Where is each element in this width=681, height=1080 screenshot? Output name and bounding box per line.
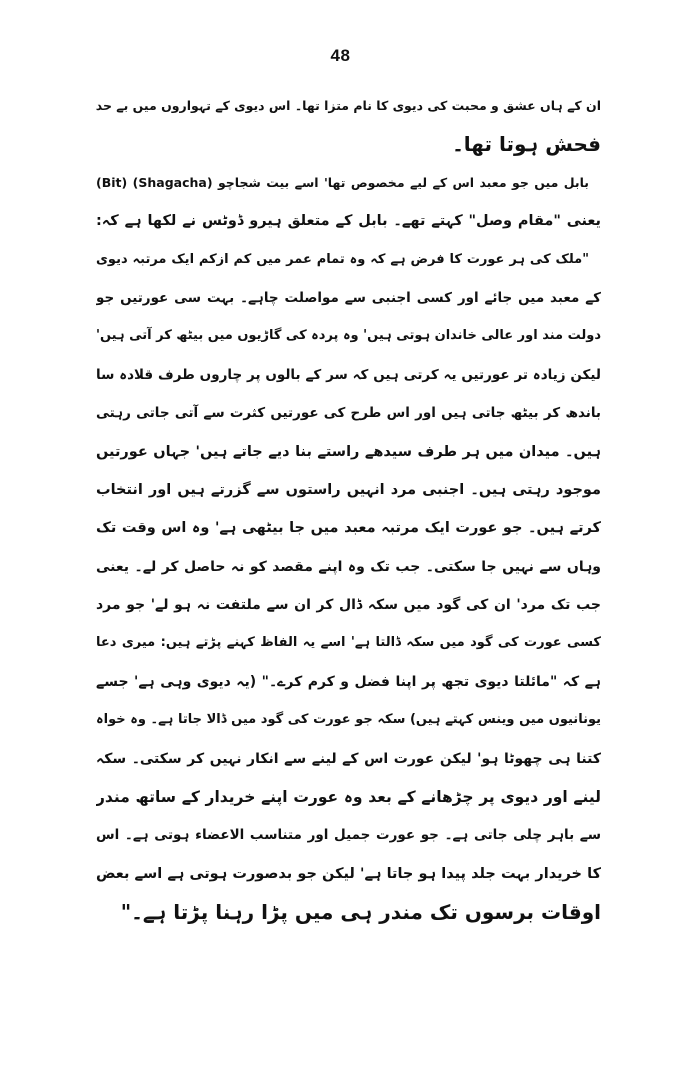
- text-line: اوقات برسوں تک مندر ہی میں پڑا رہنا پڑتا ہے۔": [120, 900, 601, 925]
- text-line: کے معبد میں جائے اور کسی اجنبی سے مواصلت چاہے۔ بہت سی عورتیں جو: [96, 289, 601, 306]
- text-line: سے باہر چلی جاتی ہے۔ جو عورت جمیل اور متناسب الاعضاء ہوتی ہے۔ اس: [96, 827, 601, 844]
- body-text: [96, 87, 601, 932]
- text-line: کسی عورت کی گود میں سکہ ڈالتا ہے' اسے یہ الفاظ کہنے پڑتے ہیں: میری دعا: [96, 635, 601, 651]
- text-line: ان کے ہاں عشق و محبت کی دیوی کا نام متزا تھا۔ اس دیوی کے تہواروں میں بے حد: [96, 98, 601, 113]
- text-line: کرتے ہیں۔ جو عورت ایک مرتبہ معبد میں جا بیٹھی ہے' وہ اس وقت تک: [96, 520, 601, 537]
- text-line: یونانیوں میں وینس کہتے ہیں) سکہ جو عورت کی گود میں ڈالا جاتا ہے۔ وہ خواہ: [96, 712, 601, 728]
- text-line: "ملک کی ہر عورت کا فرض ہے کہ وہ تمام عمر میں کم ازکم ایک مرتبہ دیوی: [96, 251, 589, 267]
- page-number: 48: [330, 46, 351, 65]
- text-line: فحش ہوتا تھا۔: [452, 132, 601, 157]
- text-line: لینے اور دیوی پر چڑھانے کے بعد وہ عورت اپنے خریدار کے ساتھ مندر: [96, 788, 601, 807]
- text-line: کا خریدار بہت جلد پیدا ہو جاتا ہے' لیکن جو بدصورت ہوتی ہے اسے بعض: [96, 865, 601, 882]
- text-line: وہاں سے نہیں جا سکتی۔ جب تک وہ اپنے مقصد کو نہ حاصل کر لے۔ یعنی: [96, 558, 601, 575]
- text-line: یعنی "مقام وصل" کہتے تھے۔ بابل کے متعلق ہیرو ڈوٹس نے لکھا ہے کہ:: [96, 213, 601, 230]
- text-line: دولت مند اور عالی خاندان ہوتی ہیں' وہ پردہ کی گاڑیوں میں بیٹھ کر آتی ہیں': [96, 328, 601, 344]
- text-line: جب تک مرد' ان کی گود میں سکہ ڈال کر ان سے ملتفت نہ ہو لے' جو مرد: [96, 597, 601, 614]
- text-line: بابل میں جو معبد اس کے لیے مخصوص تھا' اسے بیت شجاچو (Shagacha) (Bit): [96, 174, 589, 190]
- text-line: ہے کہ "مائلتا دیوی تجھ پر اپنا فضل و کرم کرے۔" (یہ دیوی وہی ہے' جسے: [96, 673, 601, 690]
- text-line: موجود رہتی ہیں۔ اجنبی مرد انہیں راستوں سے گزرتے ہیں اور انتخاب: [96, 481, 601, 498]
- text-line: کتنا ہی چھوٹا ہو' لیکن عورت اس کے لینے سے انکار نہیں کر سکتی۔ سکہ: [96, 750, 601, 767]
- text-line: لیکن زیادہ تر عورتیں یہ کرتی ہیں کہ سر کے بالوں پر چاروں طرف قلادہ سا: [96, 366, 601, 383]
- text-line: باندھ کر بیٹھ جاتی ہیں اور اس طرح کی عورتیں کثرت سے آتی جاتی رہتی: [96, 405, 601, 422]
- text-line: ہیں۔ میدان میں ہر طرف سیدھے راستے بنا دیے جاتے ہیں' جہاں عورتیں: [96, 443, 601, 460]
